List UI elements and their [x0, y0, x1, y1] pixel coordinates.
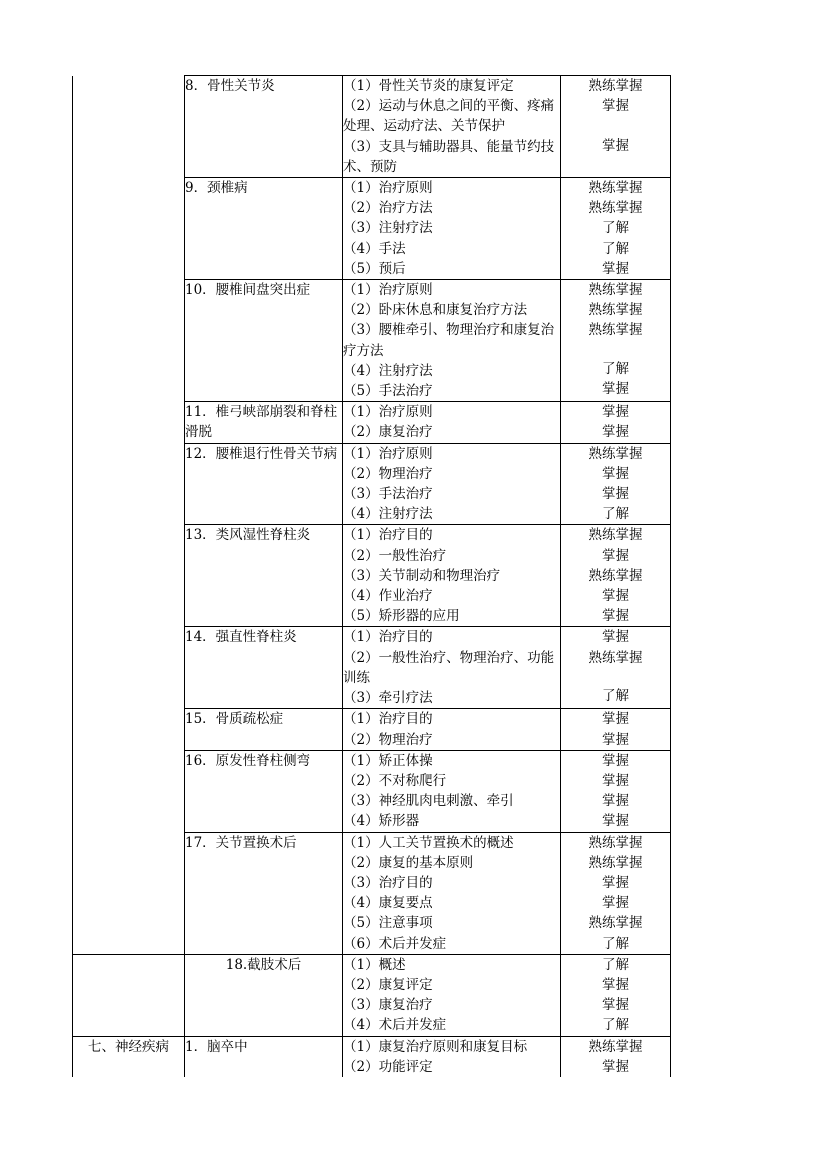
level-text: 掌握	[602, 874, 629, 891]
list-item: （2）一般性治疗	[343, 547, 447, 564]
disease-cell: 16．原发性脊柱侧弯	[185, 750, 343, 832]
table-row	[73, 76, 671, 178]
items-cell	[343, 402, 561, 443]
level-cell	[561, 1036, 671, 1077]
list-item: （3）治疗目的	[343, 874, 433, 891]
level-cell	[561, 954, 671, 1036]
level-text: 了解	[602, 956, 629, 973]
disease-cell: 12．腰椎退行性骨关节病	[185, 443, 343, 525]
items-cell	[343, 750, 561, 832]
list-item: （4）手法	[343, 240, 406, 257]
items-cell	[343, 280, 561, 402]
level-text: 了解	[602, 687, 629, 704]
level-cell	[561, 525, 671, 627]
level-text: 熟练掌握	[588, 834, 643, 851]
items-cell	[343, 443, 561, 525]
list-item: （4）康复要点	[343, 895, 433, 912]
list-item: （2）物理治疗	[343, 731, 433, 748]
list-item: （5）注意事项	[343, 915, 433, 932]
table-row	[73, 1036, 671, 1077]
level-cell	[561, 832, 671, 954]
list-item: （3）神经肌肉电刺激、牵引	[343, 793, 514, 810]
list-item: （1）人工关节置换术的概述	[343, 834, 514, 851]
list-item: （5）矫形器的应用	[343, 608, 460, 625]
list-item: （3）手法治疗	[343, 486, 433, 503]
level-text: 掌握	[602, 1058, 629, 1075]
list-item: （2）康复评定	[343, 976, 433, 993]
list-item: （4）作业治疗	[343, 588, 433, 605]
category-cell	[73, 1036, 185, 1077]
list-item: （4）注射疗法	[343, 506, 433, 523]
level-text: 掌握	[602, 813, 629, 830]
level-cell	[561, 627, 671, 709]
level-cell	[561, 280, 671, 402]
list-item: （3）关节制动和物理治疗	[343, 567, 501, 584]
level-text: 掌握	[602, 404, 629, 421]
disease-cell: 13．类风湿性脊柱炎	[185, 525, 343, 627]
level-text: 掌握	[602, 997, 629, 1014]
level-text: 掌握	[602, 465, 629, 482]
list-item: （3）腰椎牵引、物理治疗和康复治疗方法	[343, 322, 555, 359]
level-text: 掌握	[602, 608, 629, 625]
level-cell	[561, 750, 671, 832]
list-item: （2）卧床休息和康复治疗方法	[343, 302, 528, 319]
level-text: 了解	[602, 506, 629, 523]
list-item: （2）运动与休息之间的平衡、疼痛处理、运动疗法、关节保护	[343, 98, 555, 135]
list-item: （5）预后	[343, 260, 406, 277]
level-text: 掌握	[602, 588, 629, 605]
list-item: （1）骨性关节炎的康复评定	[343, 78, 514, 94]
level-text: 掌握	[602, 486, 629, 503]
list-item: （1）治疗目的	[343, 711, 433, 728]
items-cell	[343, 627, 561, 709]
list-item: （2）康复的基本原则	[343, 854, 474, 871]
level-text: 了解	[602, 240, 629, 257]
level-text: 掌握	[602, 976, 629, 993]
level-text: 熟练掌握	[588, 915, 643, 932]
items-cell	[343, 709, 561, 750]
level-cell	[561, 709, 671, 750]
level-text: 掌握	[602, 895, 629, 912]
disease-cell: 14．强直性脊柱炎	[185, 627, 343, 709]
list-item: （2）康复治疗	[343, 424, 433, 441]
level-cell	[561, 443, 671, 525]
level-text: 熟练掌握	[588, 527, 643, 544]
items-cell	[343, 76, 561, 178]
level-text: 熟练掌握	[588, 649, 643, 666]
level-text: 熟练掌握	[588, 1038, 643, 1055]
level-cell	[561, 76, 671, 178]
list-item: （1）康复治疗原则和康复目标	[343, 1038, 528, 1055]
items-cell	[343, 954, 561, 1036]
list-item: （3）注射疗法	[343, 220, 433, 237]
table-row	[73, 954, 671, 1036]
disease-cell: 11．椎弓峡部崩裂和脊柱滑脱	[185, 402, 343, 443]
list-item: （4）术后并发症	[343, 1017, 447, 1034]
category-cell	[73, 76, 185, 955]
level-text: 掌握	[602, 731, 629, 748]
level-text: 了解	[602, 360, 629, 377]
level-text: 熟练掌握	[588, 302, 643, 319]
level-text: 熟练掌握	[588, 282, 643, 299]
list-item: （1）概述	[343, 956, 406, 973]
list-item: （1）治疗原则	[343, 445, 433, 462]
list-item: （3）牵引疗法	[343, 690, 433, 707]
list-item: （1）治疗目的	[343, 527, 433, 544]
level-text: 熟练掌握	[588, 180, 643, 197]
list-item: （4）注射疗法	[343, 362, 433, 379]
items-cell	[343, 525, 561, 627]
disease-cell: 10．腰椎间盘突出症	[185, 280, 343, 402]
disease-cell: 1．脑卒中	[185, 1036, 343, 1077]
disease-cell: 15．骨质疏松症	[185, 709, 343, 750]
level-text: 掌握	[602, 260, 629, 277]
list-item: （4）矫形器	[343, 813, 420, 830]
list-item: （3）康复治疗	[343, 997, 433, 1014]
level-text: 熟练掌握	[588, 322, 643, 339]
list-item: （1）矫正体操	[343, 752, 433, 769]
level-text: 掌握	[602, 711, 629, 728]
list-item: （2）不对称爬行	[343, 772, 447, 789]
level-text: 掌握	[602, 380, 629, 397]
list-item: （2）治疗方法	[343, 200, 433, 217]
items-cell	[343, 832, 561, 954]
level-text: 掌握	[602, 752, 629, 769]
disease-cell: 8．骨性关节炎	[185, 76, 343, 178]
level-text: 熟练掌握	[588, 445, 643, 462]
level-text: 掌握	[602, 424, 629, 441]
level-text: 熟练掌握	[588, 78, 643, 94]
level-text: 掌握	[602, 629, 629, 646]
list-item: （1）治疗原则	[343, 180, 433, 197]
list-item: （6）术后并发症	[343, 935, 447, 952]
syllabus-table	[72, 75, 671, 1077]
level-text: 熟练掌握	[588, 567, 643, 584]
list-item: （1）治疗原则	[343, 282, 433, 299]
list-item: （2）一般性治疗、物理治疗、功能训练	[343, 649, 555, 686]
list-item: （2）物理治疗	[343, 465, 433, 482]
level-text: 了解	[602, 935, 629, 952]
disease-cell: 9．颈椎病	[185, 178, 343, 280]
items-cell	[343, 178, 561, 280]
level-text: 掌握	[602, 547, 629, 564]
category-cell	[73, 954, 185, 1036]
section-heading: 七、神经疾病	[88, 1038, 169, 1055]
level-text: 掌握	[602, 772, 629, 789]
level-text: 熟练掌握	[588, 854, 643, 871]
list-item: （5）手法治疗	[343, 383, 433, 400]
disease-cell: 17．关节置换术后	[185, 832, 343, 954]
items-cell	[343, 1036, 561, 1077]
list-item: （1）治疗原则	[343, 404, 433, 421]
level-cell	[561, 178, 671, 280]
level-text: 熟练掌握	[588, 200, 643, 217]
list-item: （2）功能评定	[343, 1058, 433, 1075]
level-text: 了解	[602, 220, 629, 237]
level-text: 了解	[602, 1017, 629, 1034]
list-item: （1）治疗目的	[343, 629, 433, 646]
level-cell	[561, 402, 671, 443]
list-item: （3）支具与辅助器具、能量节约技术、预防	[343, 138, 555, 175]
level-text: 掌握	[602, 793, 629, 810]
level-text: 掌握	[602, 138, 629, 155]
level-text: 掌握	[602, 98, 629, 115]
disease-cell: 18.截肢术后	[185, 954, 343, 1036]
